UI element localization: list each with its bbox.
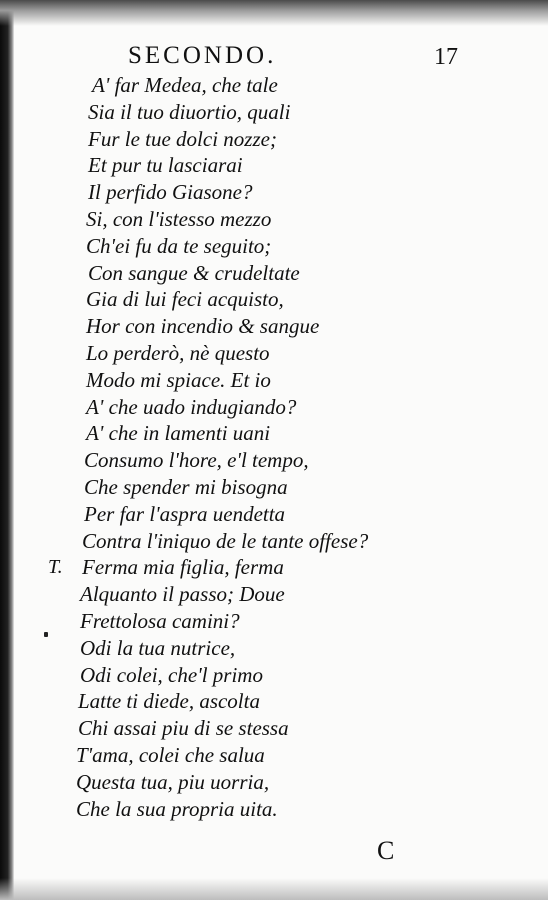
verse-line (0, 420, 548, 447)
verse-line (0, 340, 548, 367)
verse-line-text: Odi colei, che'l primo (80, 662, 263, 687)
verse-line (0, 528, 548, 555)
verse-line (0, 635, 548, 662)
verse-line-text: Ch'ei fu da te seguito; (86, 233, 272, 258)
verse-line-text: Che spender mi bisogna (84, 474, 288, 499)
verse-line (0, 608, 548, 635)
verse-line-text: Gia di lui feci acquisto, (86, 287, 284, 312)
page-header (128, 42, 458, 76)
verse-line (0, 474, 548, 501)
page-bottom-shadow (0, 878, 548, 900)
verse-line-text: Fur le tue dolci nozze; (88, 126, 277, 151)
verse-line (0, 394, 548, 421)
verse-line (0, 99, 548, 126)
margin-mark (44, 632, 48, 637)
verse-line (0, 179, 548, 206)
verse-line-text: Questa tua, piu uorria, (76, 769, 270, 794)
verse-line (0, 662, 548, 689)
verse-line (0, 367, 548, 394)
verse-line-text: Il perfido Giasone? (88, 180, 253, 205)
verse-line-text: T'ama, colei che salua (76, 742, 265, 767)
running-head: SECONDO. (128, 42, 277, 69)
verse-line (0, 501, 548, 528)
verse-line (0, 286, 548, 313)
signature-mark: C (377, 836, 395, 865)
verse-line (0, 260, 548, 287)
verse-line (0, 769, 548, 796)
verse-line-text: Alquanto il passo; Doue (80, 582, 285, 607)
verse-line (0, 447, 548, 474)
verse-line (0, 233, 548, 260)
verse-text-block (0, 72, 548, 822)
verse-line-text: Con sangue & crudeltate (88, 260, 300, 285)
verse-line (0, 715, 548, 742)
verse-line (0, 313, 548, 340)
verse-line (0, 688, 548, 715)
verse-line-text: Sia il tuo diuortio, quali (88, 99, 291, 124)
verse-line-text: Hor con incendio & sangue (86, 314, 320, 339)
verse-line-text: Odi la tua nutrice, (80, 635, 236, 660)
verse-line (0, 72, 548, 99)
verse-line-text: Modo mi spiace. Et io (86, 367, 271, 392)
verse-line-text: Lo perderò, nè questo (86, 340, 270, 365)
verse-line-text: Che la sua propria uita. (76, 796, 278, 821)
page-number: 17 (434, 44, 458, 70)
verse-line (0, 152, 548, 179)
verse-line-text: Contra l'iniquo de le tante offese? (82, 528, 369, 553)
verse-line-text: Per far l'aspra uendetta (84, 501, 286, 526)
verse-line (0, 796, 548, 823)
verse-line-text: Si, con l'istesso mezzo (86, 206, 272, 231)
verse-line-text: Consumo l'hore, e'l tempo, (84, 448, 309, 473)
verse-line (0, 742, 548, 769)
verse-line-text: Latte ti diede, ascolta (78, 689, 260, 714)
verse-line-text: A' che in lamenti uani (86, 421, 271, 446)
verse-line (0, 126, 548, 153)
verse-line-text: Ferma mia figlia, ferma (82, 555, 284, 580)
verse-line (0, 581, 548, 608)
page-top-shadow (0, 0, 548, 26)
verse-line-text: Frettolosa camini? (80, 608, 240, 633)
verse-line-text: A' che uado indugiando? (86, 394, 297, 419)
verse-line-text: Et pur tu lasciarai (88, 153, 243, 178)
verse-line (0, 206, 548, 233)
verse-line-text: Chi assai piu di se stessa (78, 716, 289, 741)
verse-line (0, 554, 548, 581)
verse-line-text: A' far Medea, che tale (92, 73, 278, 97)
speaker-tag: T. (48, 556, 63, 579)
